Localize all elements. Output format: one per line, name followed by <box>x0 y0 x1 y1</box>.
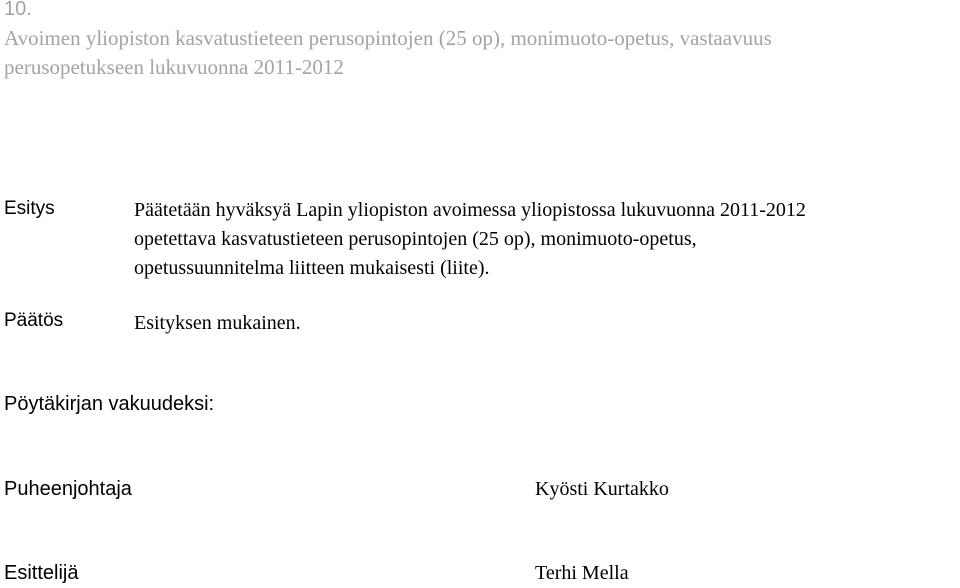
section-title-line-2: perusopetukseen lukuvuonna 2011-2012 <box>4 55 344 79</box>
presenter-title: Esittelijä <box>4 562 79 584</box>
chair-name: Kyösti Kurtakko <box>535 478 669 500</box>
minutes-attestation-label: Pöytäkirjan vakuudeksi: <box>4 393 215 415</box>
chair-title: Puheenjohtaja <box>4 478 132 500</box>
decision-label: Päätös <box>4 310 64 331</box>
proposal-line-1: Päätetään hyväksyä Lapin yliopiston avoimessa yliopistossa lukuvuonna 2011-2012 <box>134 199 806 221</box>
proposal-line-3: opetussuunnitelma liitteen mukaisesti (liite). <box>134 257 490 279</box>
section-title-line-1: Avoimen yliopiston kasvatustieteen perusopintojen (25 op), monimuoto-opetus, vastaavuus <box>4 26 772 50</box>
proposal-line-2: opetettava kasvatustieteen perusopintojen (25 op), monimuoto-opetus, <box>134 228 697 250</box>
proposal-label: Esitys <box>4 198 55 219</box>
item-number: 10. <box>4 0 32 20</box>
presenter-name: Terhi Mella <box>535 562 629 584</box>
proposal-text <box>134 196 806 283</box>
decision-text: Esityksen mukainen. <box>134 312 301 334</box>
